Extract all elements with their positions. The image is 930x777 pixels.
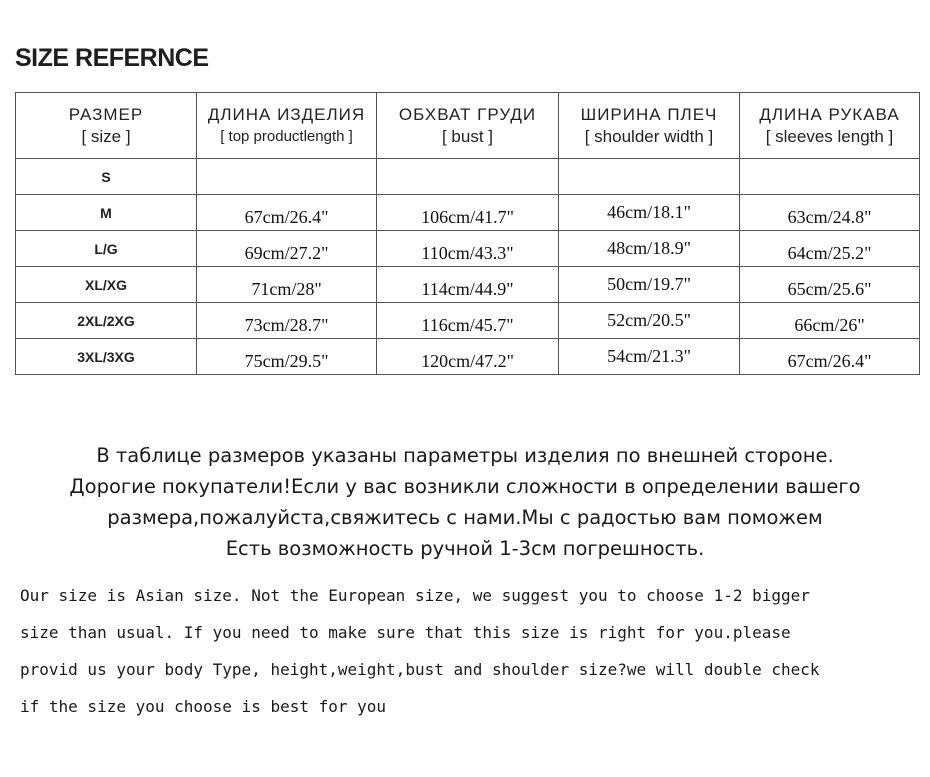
english-note-line: if the size you choose is best for you xyxy=(20,697,387,716)
header-size-en: [ size ] xyxy=(81,126,131,146)
sleeve-cell xyxy=(740,159,920,195)
russian-note-line: размера,пожалуйста,свяжитесь с нами.Мы с радостью вам поможем xyxy=(107,506,823,529)
english-note-line: provid us your body Type, height,weight,bust and shoulder size?we will double check xyxy=(20,660,820,679)
bust-cell xyxy=(377,303,559,339)
bust-value: 120cm/47.2" xyxy=(421,351,514,371)
header-length xyxy=(197,93,377,159)
table-row xyxy=(16,159,920,195)
header-shoulder-en: [ shoulder width ] xyxy=(584,126,714,146)
sleeve-cell xyxy=(740,231,920,267)
bust-value: 106cm/41.7" xyxy=(421,207,514,227)
bust-value: 114cm/44.9" xyxy=(421,279,514,299)
shoulder-cell xyxy=(559,267,740,303)
bust-cell xyxy=(377,195,559,231)
sleeve-value: 64cm/25.2" xyxy=(787,243,872,263)
header-shoulder xyxy=(559,93,740,159)
size-label: 3XL/3XG xyxy=(16,339,197,375)
length-cell xyxy=(197,159,377,195)
length-cell xyxy=(197,339,377,375)
sleeve-value: 66cm/26" xyxy=(794,315,865,335)
header-size-ru: РАЗМЕР xyxy=(68,104,144,124)
shoulder-value: 46cm/18.1" xyxy=(607,202,691,222)
header-length-ru: ДЛИНА ИЗДЕЛИЯ xyxy=(207,104,366,124)
sleeve-cell xyxy=(740,195,920,231)
table-header-row xyxy=(16,93,920,159)
bust-cell xyxy=(377,159,559,195)
header-sleeve-ru: ДЛИНА РУКАВА xyxy=(759,104,900,124)
size-label: M xyxy=(16,195,197,231)
table-row xyxy=(16,339,920,375)
shoulder-cell xyxy=(559,303,740,339)
length-value: 71cm/28" xyxy=(251,279,322,299)
sleeve-cell xyxy=(740,339,920,375)
header-shoulder-ru: ШИРИНА ПЛЕЧ xyxy=(580,104,718,124)
header-bust-en: [ bust ] xyxy=(441,126,494,146)
size-label: 2XL/2XG xyxy=(16,303,197,339)
length-cell xyxy=(197,303,377,339)
english-note-line: size than usual. If you need to make sure that this size is right for you.please xyxy=(20,623,791,642)
english-note-line: Our size is Asian size. Not the European size, we suggest you to choose 1-2 bigger xyxy=(20,586,810,605)
bust-value: 110cm/43.3" xyxy=(421,243,514,263)
shoulder-value: 54cm/21.3" xyxy=(607,346,691,366)
russian-note-line: Дорогие покупатели!Если у вас возникли сложности в определении вашего xyxy=(69,475,861,498)
header-sleeve-en: [ sleeves length ] xyxy=(765,126,894,146)
shoulder-cell xyxy=(559,339,740,375)
table-row xyxy=(16,303,920,339)
length-value: 73cm/28.7" xyxy=(244,315,329,335)
shoulder-value: 52cm/20.5" xyxy=(607,310,691,330)
russian-notes xyxy=(0,440,930,564)
table-row xyxy=(16,195,920,231)
russian-note-line: В таблице размеров указаны параметры изделия по внешней стороне. xyxy=(96,444,834,467)
shoulder-value: 50cm/19.7" xyxy=(607,274,691,294)
russian-note-line: Есть возможность ручной 1-3см погрешность. xyxy=(225,537,705,560)
length-value: 69cm/27.2" xyxy=(244,243,329,263)
bust-cell xyxy=(377,231,559,267)
size-label: L/G xyxy=(16,231,197,267)
sleeve-value: 65cm/25.6" xyxy=(787,279,872,299)
shoulder-cell xyxy=(559,195,740,231)
header-bust xyxy=(377,93,559,159)
size-label: XL/XG xyxy=(16,267,197,303)
page-title: SIZE REFERNCE xyxy=(15,44,209,72)
header-size xyxy=(16,93,197,159)
size-label: S xyxy=(16,159,197,195)
length-value: 75cm/29.5" xyxy=(244,351,329,371)
shoulder-cell xyxy=(559,159,740,195)
table-row xyxy=(16,267,920,303)
bust-cell xyxy=(377,267,559,303)
table-row xyxy=(16,231,920,267)
bust-cell xyxy=(377,339,559,375)
sleeve-value: 63cm/24.8" xyxy=(787,207,872,227)
english-notes xyxy=(20,577,920,725)
length-cell xyxy=(197,267,377,303)
shoulder-cell xyxy=(559,231,740,267)
sleeve-value: 67cm/26.4" xyxy=(787,351,872,371)
header-bust-ru: ОБХВАТ ГРУДИ xyxy=(398,104,537,124)
header-sleeve xyxy=(740,93,920,159)
length-cell xyxy=(197,195,377,231)
length-value: 67cm/26.4" xyxy=(244,207,329,227)
header-length-en: [ top productlength ] xyxy=(220,127,353,145)
sleeve-cell xyxy=(740,267,920,303)
bust-value: 116cm/45.7" xyxy=(421,315,514,335)
length-cell xyxy=(197,231,377,267)
size-table xyxy=(15,92,920,375)
sleeve-cell xyxy=(740,303,920,339)
shoulder-value: 48cm/18.9" xyxy=(607,238,691,258)
